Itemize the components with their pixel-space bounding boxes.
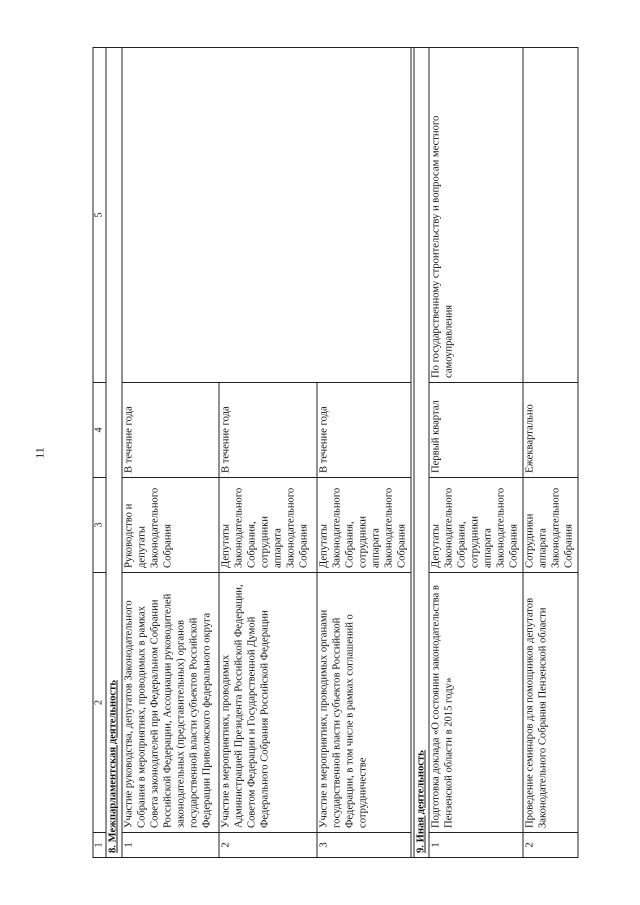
section-header-row <box>414 48 430 858</box>
activity-text: Проведение семинаров для помощников депутатов Законодательного Собрания Пензенской области <box>523 573 578 833</box>
term-text: В течение года <box>219 383 317 478</box>
responsible-text: Сотрудники аппарата Законодательного Собрания <box>523 478 578 573</box>
note-text: По государственному строительству и вопросам местного самоуправления <box>429 48 522 383</box>
activity-text: Участие в мероприятиях, проводимых органами государственной власти субъектов Российской Федерации, в том числе в рамках соглашений о сотрудничестве <box>317 573 410 833</box>
term-text: В течение года <box>122 383 219 478</box>
note-text <box>122 48 410 383</box>
header-row <box>93 48 106 858</box>
header-cell: 4 <box>93 383 106 478</box>
table-row <box>429 48 522 858</box>
activity-text: Участие руководства, депутатов Законодательного Собрания в мероприятиях, проводимых в рамках Совета законодателей при Федеральном Собрании Российской Федерации, Ассоциации руководителей законодательных (представительных) органов государственной власти субъектов Российской Федерации Приволжского федерального округа <box>122 573 219 833</box>
row-number: 3 <box>317 833 410 858</box>
term-text: В течение года <box>317 383 410 478</box>
term-text: Ежеквартально <box>523 383 578 478</box>
responsible-text: Депутаты Законодательного Собрания, сотрудники аппарата Законодательного Собрания <box>429 478 522 573</box>
responsible-text: Депутаты Законодательного Собрания, сотрудники аппарата Законодательного Собрания <box>219 478 317 573</box>
header-cell: 2 <box>93 573 106 833</box>
section-title: 9. Иная деятельность <box>414 48 430 858</box>
row-number: 2 <box>219 833 317 858</box>
page-number: 11 <box>32 447 47 459</box>
activity-text: Подготовка доклада «О состоянии законодательства в Пензенской области в 2015 году» <box>429 573 522 833</box>
responsible-text: Руководство и депутаты Законодательного Собрания <box>122 478 219 573</box>
header-cell: 3 <box>93 478 106 573</box>
row-number: 2 <box>523 833 578 858</box>
responsible-text: Депутаты Законодательного Собрания, сотрудники аппарата Законодательного Собрания <box>317 478 410 573</box>
activity-plan-table <box>93 47 579 858</box>
table-row <box>523 48 578 858</box>
row-number: 1 <box>122 833 219 858</box>
activity-text: Участие в мероприятиях, проводимых Администрацией Президента Российской Федерации, Советом Федерации и Государственной Думой Федерального Собрания Российской Федерации <box>219 573 317 833</box>
note-text <box>523 48 578 383</box>
section-header-row <box>106 48 122 858</box>
header-cell: 5 <box>93 48 106 383</box>
row-number: 1 <box>429 833 522 858</box>
table-row <box>122 48 219 858</box>
header-cell: 1 <box>93 833 106 858</box>
section-title: 8. Межпарламентская деятельность <box>106 48 122 858</box>
rotated-page-content <box>93 48 575 858</box>
term-text: Первый квартал <box>429 383 522 478</box>
